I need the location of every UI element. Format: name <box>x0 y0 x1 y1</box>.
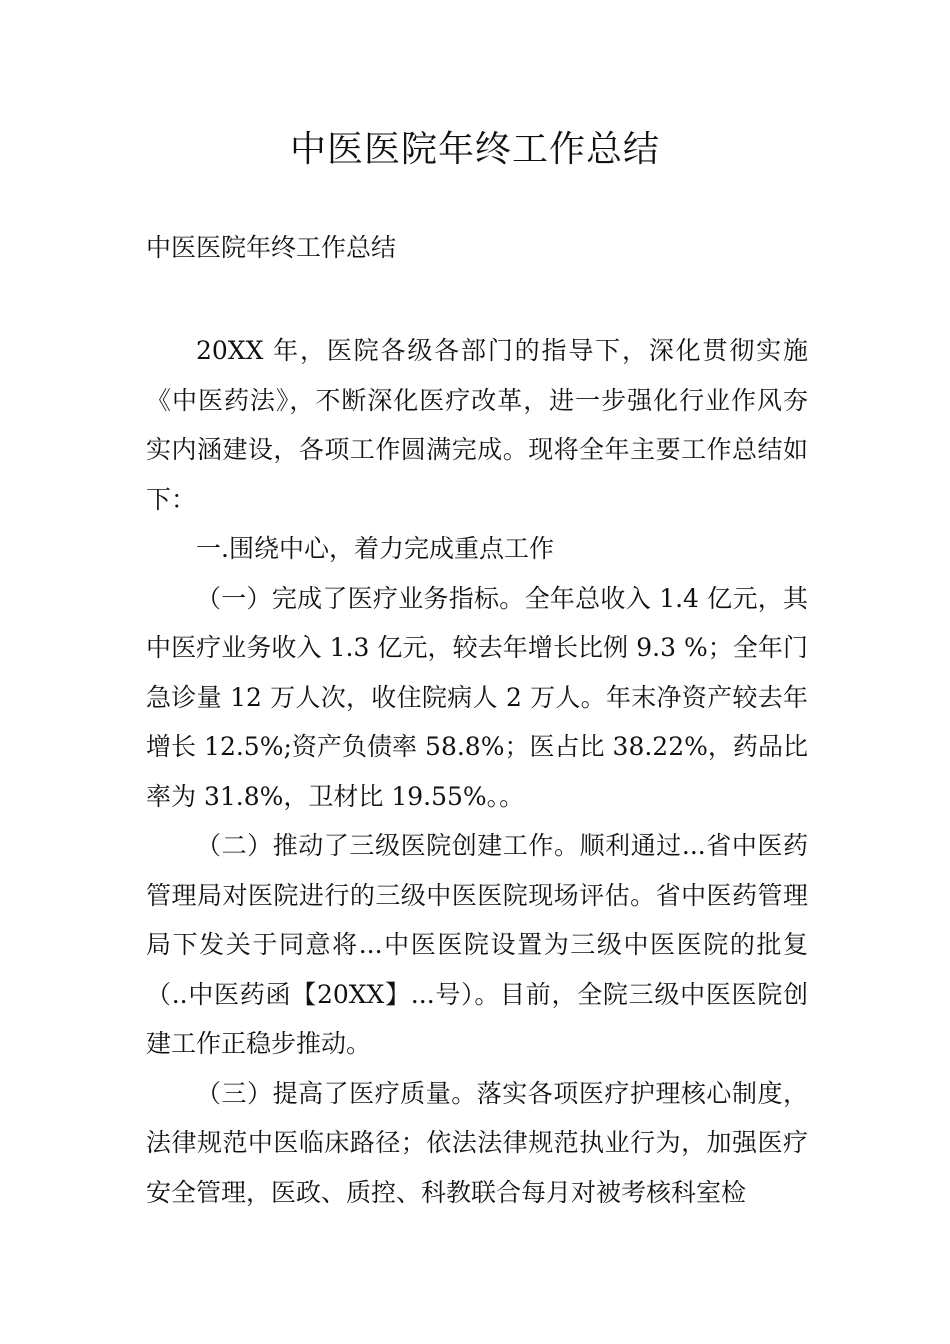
document-title: 中医医院年终工作总结 <box>289 129 660 170</box>
paragraph-medical-indicators: （一）完成了医疗业务指标。全年总收入 1.4 亿元，其中医疗业务收入 1.3 亿元，较去年增长比例 9.3 %；全年门急诊量 12 万人次，收住院病人 2 万人。年末净资产较去年增长 12.5%;资产负债率 58.8%；医占比 38.22%，药品比率为 31.8%，卫材比 19.55%。。 <box>146 583 808 811</box>
section-heading-one: 一.围绕中心，着力完成重点工作 <box>196 534 554 563</box>
paragraph-intro: 20XX 年，医院各级各部门的指导下，深化贯彻实施《中医药法》，不断深化医疗改革，进一步强化行业作风夯实内涵建设，各项工作圆满完成。现将全年主要工作总结如下： <box>146 336 808 514</box>
document-subtitle: 中医医院年终工作总结 <box>146 233 397 262</box>
paragraph-medical-quality: （三）提高了医疗质量。落实各项医疗护理核心制度，法律规范中医临床路径；依法法律规范执业行为，加强医疗安全管理，医政、质控、科教联合每月对被考核科室检 <box>146 1078 808 1207</box>
paragraph-tertiary-hospital: （二）推动了三级医院创建工作。顺利通过...省中医药管理局对医院进行的三级中医医院现场评估。省中医药管理局下发关于同意将...中医医院设置为三级中医医院的批复（..中医药函【20XX】...号）。目前，全院三级中医医院创建工作正稳步推动。 <box>146 831 808 1058</box>
document-body <box>146 326 808 1217</box>
